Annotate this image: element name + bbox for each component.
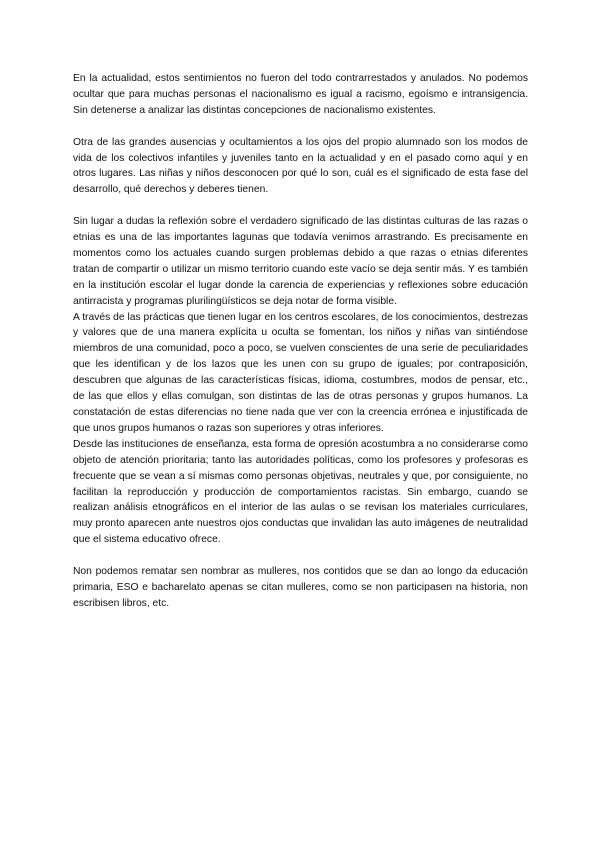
paragraph-women: Non podemos rematar sen nombrar as mulleres, nos contidos que se dan ao longo da educación primaria, ESO e bacharelato apenas se citan mulleres, como se non participasen na historia, non escribisen libros, etc. (73, 566, 528, 609)
paragraph-childhood: Otra de las grandes ausencias y ocultamientos a los ojos del propio alumnado son los modos de vida de los colectivos infantiles y juveniles tanto en la actualidad y en el pasado como aquí y en otros lugares. Las niñas y niños desconocen por qué lo son, cuál es el significado de esta fase del desarrollo, qué derechos y deberes tienen. (73, 136, 528, 196)
paragraph-institutions: Desde las instituciones de enseñanza, esta forma de opresión acostumbra a no considerarse como objeto de atención prioritaria; tanto las autoridades políticas, como los profesores y profesoras es frecuente que se vean a sí mismas como personas objetivas, neutrales y que, por consiguiente, no facilitan la reproducción y producción de comportamientos racistas. Sin embargo, cuando se realizan análisis etnográficos en el interior de las aulas o se revisan los materiales curriculares, muy pronto aparecen ante nuestros ojos conductas que invalidan las auto imágenes de neutralidad que el sistema educativo ofrece. (73, 438, 528, 546)
paragraph-cultures: Sin lugar a dudas la reflexión sobre el verdadero significado de las distintas culturas de las razas o etnias es una de las importantes lagunas que todavía venimos arrastrando. Es precisamente en momentos como los actuales cuando surgen problemas debido a que razas o etnias diferentes tratan de compartir o utilizar un mismo territorio cuando este vacío se deja sentir más. Y es también en la institución escolar el lugar donde la carencia de experiencias y reflexiones sobre educación antirracista y programas plurilingüísticos se deja notar de forma visible. (73, 216, 528, 307)
paragraph-nationalism: En la actualidad, estos sentimientos no fueron del todo contrarrestados y anulados. No podemos ocultar que para muchas personas el nacionalismo es igual a racismo, egoísmo e intransigencia. Sin detenerse a analizar las distintas concepciones de nacionalismo existentes. (73, 73, 528, 116)
paragraph-school-practices: A través de las prácticas que tienen lugar en los centros escolares, de los conocimientos, destrezas y valores que de una manera explícita u oculta se fomentan, los niños y niñas van sintiéndose miembros de una comunidad, poco a poco, se vuelven conscientes de una serie de peculiaridades que les identifican y de los lazos que les unen con su grupo de iguales; por contraposición, descubren que algunas de las características físicas, idioma, costumbres, modos de pensar, etc., de las que ellos y ellas comulgan, son distintas de las de otras personas y grupos humanos. La constatación de estas diferencias no tiene nada que ver con la creencia errónea e injustificada de que unos grupos humanos o razas son superiores y otras inferiores. (73, 311, 528, 434)
document-page (73, 71, 528, 612)
